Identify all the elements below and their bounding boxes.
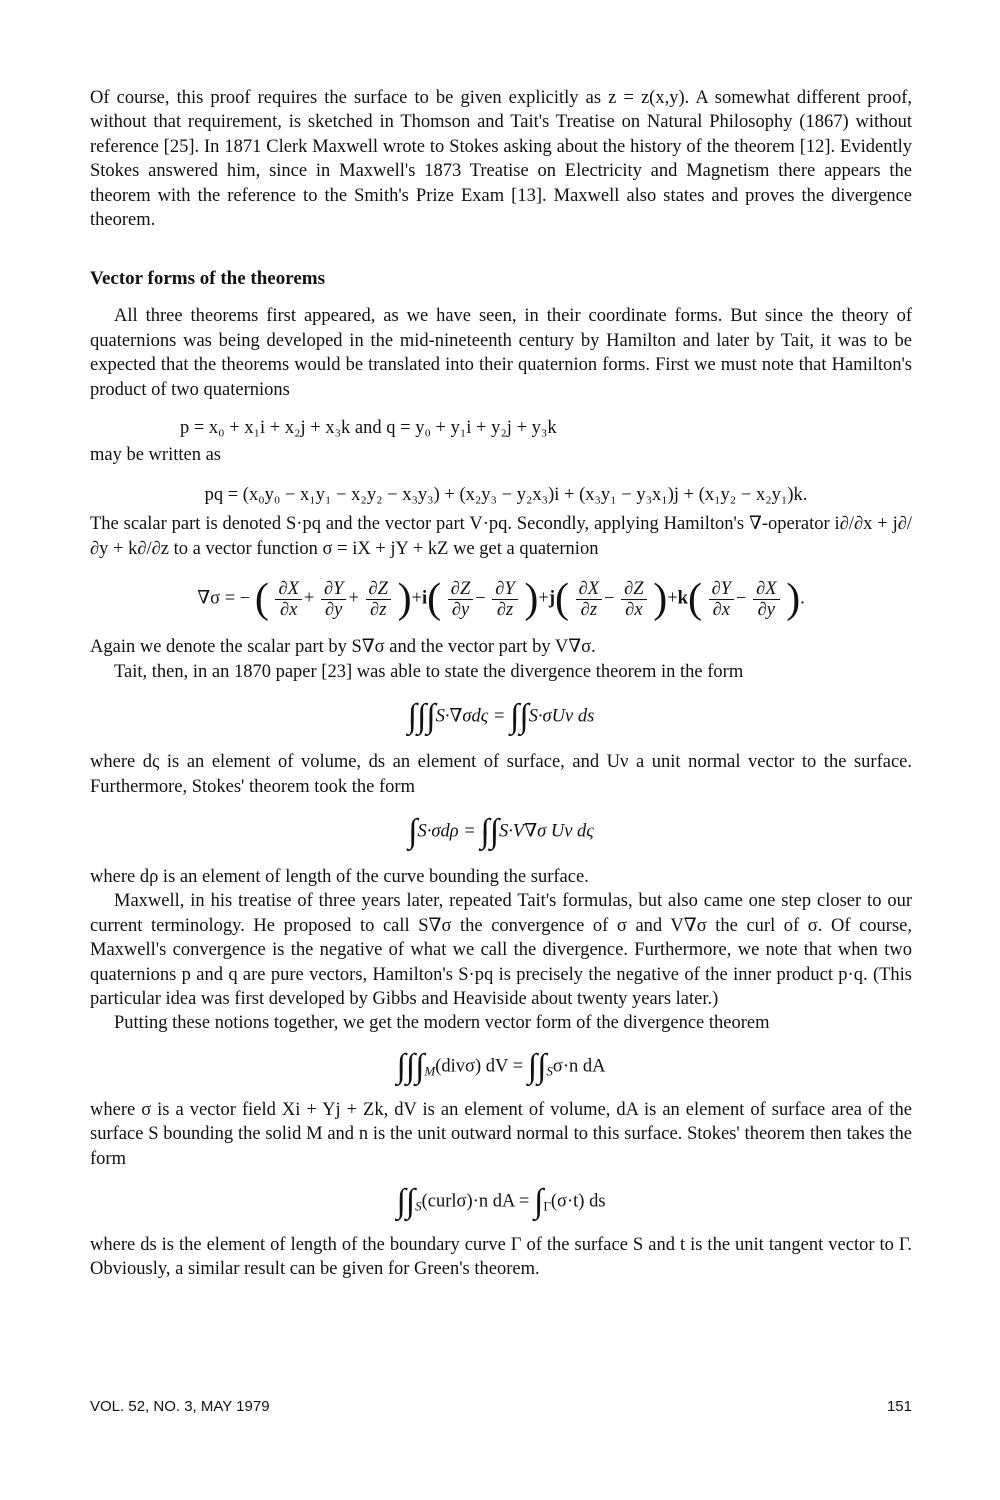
paragraph-11: where σ is a vector field Xi + Yj + Zk, dV is an element of volume, dA is an element of surface area of the surface S bounding the solid M and n is the unit outward normal to this surface. Stokes' theorem then takes the form bbox=[90, 1099, 912, 1169]
paragraph-4: The scalar part is denoted S·pq and the vector part V·pq. Secondly, applying Hamilton's ∇-operator i∂/∂x + j∂/∂y + k∂/∂z to a vector function σ = iX + jY + kZ we get a quaternion bbox=[90, 514, 912, 559]
paragraph-10: Putting these notions together, we get the modern vector form of the divergence theorem bbox=[114, 1013, 770, 1034]
paragraph-3: may be written as bbox=[90, 445, 221, 466]
paragraph-5: Again we denote the scalar part by S∇σ and the vector part by V∇σ. bbox=[90, 637, 596, 658]
nabla-sigma-lhs: ∇σ = − bbox=[197, 588, 251, 609]
equation-quaternions: p = x₀ + x₁i + x₂j + x₃k and q = y₀ + y₁i + y₂j + y₃k bbox=[180, 418, 557, 439]
page-footer bbox=[90, 1398, 912, 1415]
paragraph-9: Maxwell, in his treatise of three years later, repeated Tait's formulas, but also came one step closer to our current terminology. He proposed to call S∇σ the convergence of σ and V∇σ the curl of σ. Of course, Maxwell's convergence is the negative of what we call the divergence. Furthermore, we note that when two quaternions p and q are pure vectors, Hamilton's S·pq is precisely the negative of the inner product p·q. (This particular idea was first developed by Gibbs and Heaviside about twenty years later.) bbox=[90, 891, 912, 1009]
journal-volume: VOL. 52, NO. 3, MAY 1979 bbox=[90, 1398, 270, 1415]
paragraph-2: All three theorems first appeared, as we have seen, in their coordinate forms. But since the theory of quaternions was being developed in the mid-nineteenth century by Hamilton and later by Tait, it was to be expected that the theorems would be translated into their quaternion forms. First we must note that Hamilton's product of two quaternions bbox=[90, 306, 912, 400]
paragraph-6: Tait, then, in an 1870 paper [23] was able to state the divergence theorem in the form bbox=[114, 661, 744, 682]
page-body bbox=[90, 86, 912, 1282]
equation-product: pq = (x₀y₀ − x₁y₁ − x₂y₂ − x₃y₃) + (x₂y₃ − y₂x₃)i + (x₃y₁ − y₃x₁)j + (x₁y₂ − x₂y₁)k. bbox=[204, 485, 808, 506]
paragraph-7: where dς is an element of volume, ds an element of surface, and Uν a unit normal vector to the surface. Furthermore, Stokes' theorem took the form bbox=[90, 752, 912, 797]
paragraph-8: where dρ is an element of length of the curve bounding the surface. bbox=[90, 866, 589, 887]
equation-divergence-theorem: $\int\int\int_M(div\sigma)$ dV = $\int\int_S\sigma\cdot n$ dA bbox=[396, 1047, 606, 1085]
paragraph-1: Of course, this proof requires the surface to be given explicitly as z = z(x,y). A somewhat different proof, without that requirement, is sketched in Thomson and Tait's Treatise on Natural Philosophy (1867) without reference [25]. In 1871 Clerk Maxwell wrote to Stokes asking about the history of the theorem [12]. Evidently Stokes answered him, since in Maxwell's 1873 Treatise on Electricity and Magnetism there appears the theorem with the reference to the Smith's Prize Exam [13]. Maxwell also states and proves the divergence theorem. bbox=[90, 88, 912, 231]
equation-nabla-sigma: ∇σ = − ( $\frac{\partial X}{\partial x}$ + $\frac{\partial Y}{\partial y}$ + $\frac{\partial Z}{\partial z}$ )+i( $\frac{\partial Z}{\partial y}$ − $\frac{\partial Y}{\partial z}$ )+j( $\frac{\partial X}{\partial z}$ − $\frac{\partial Z}{\partial x}$ )+k( $\frac{\partial Y}{\partial x}$ − $\frac{\partial X}{\partial y}$ ). bbox=[197, 576, 805, 623]
equation-tait-divergence: ∫∫∫S·∇σdς = ∫∫S·σUν ds bbox=[407, 698, 595, 736]
equation-stokes-theorem: $\int\int_S(curl\sigma)\cdot n$ dA = $\int_\Gamma(\sigma\cdot t)$ ds bbox=[396, 1182, 606, 1220]
paragraph-12: where ds is the element of length of the boundary curve Γ of the surface S and t is the unit tangent vector to Γ. Obviously, a similar result can be given for Green's theorem. bbox=[90, 1234, 912, 1280]
equation-tait-stokes: ∫S·σdρ = ∫∫S·V∇σ Uν dς bbox=[408, 812, 594, 850]
page-number: 151 bbox=[886, 1398, 912, 1415]
section-heading: Vector forms of the theorems bbox=[90, 268, 325, 290]
